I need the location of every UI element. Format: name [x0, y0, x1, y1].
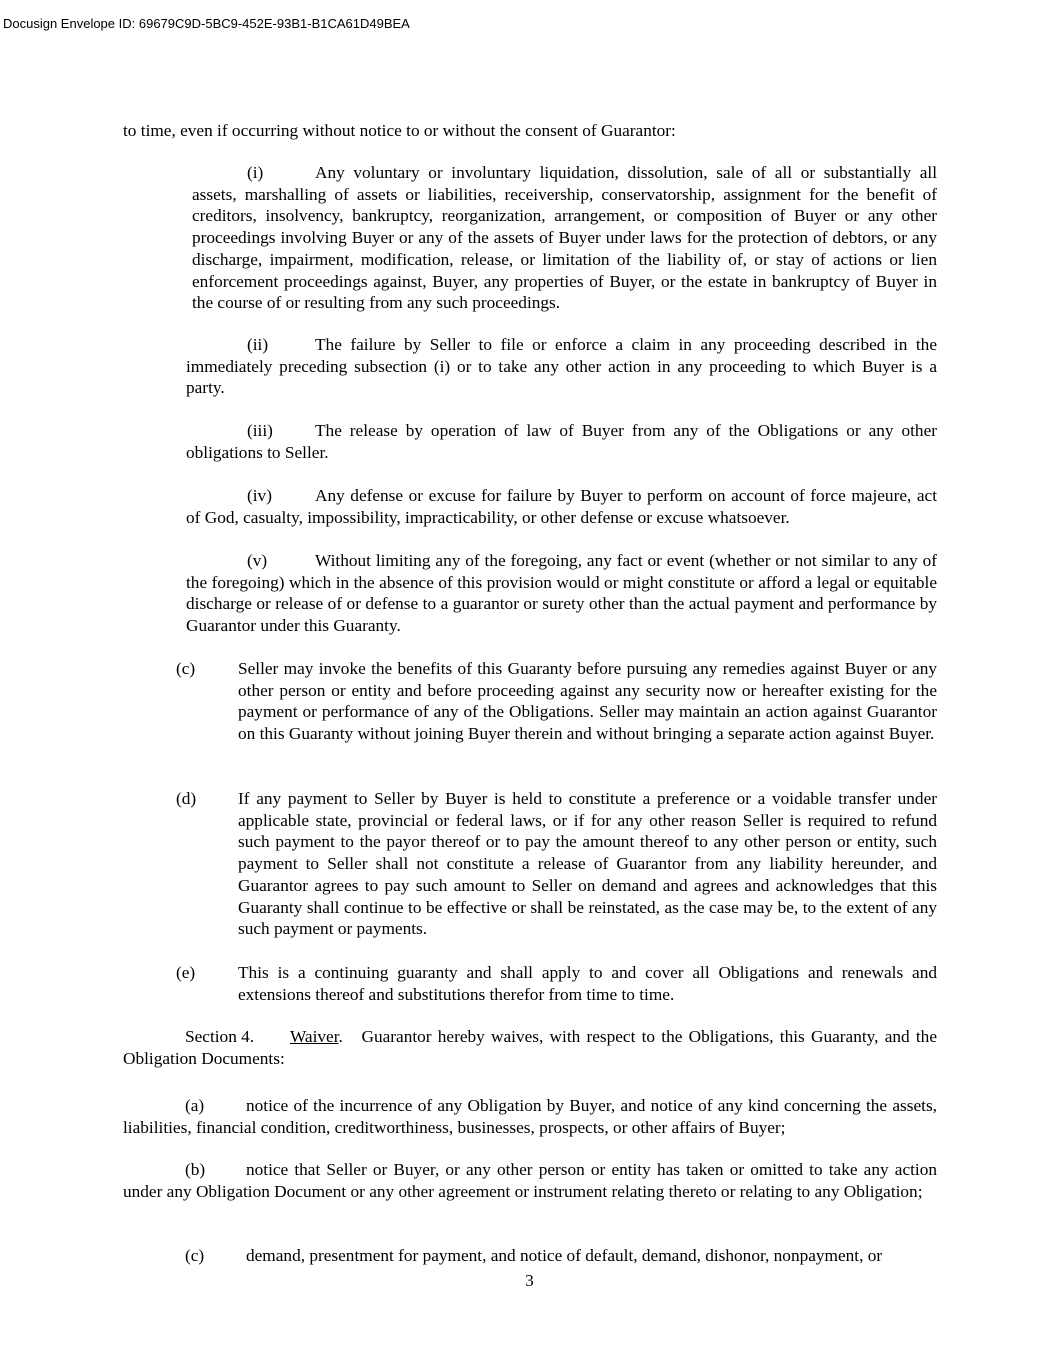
sub-item-text: The release by operation of law of Buyer from any of the Obligations or any other obligations to Seller. [186, 421, 937, 462]
docusign-envelope-id: Docusign Envelope ID: 69679C9D-5BC9-452E-93B1-B1CA61D49BEA [3, 16, 410, 31]
sub-item-text: Without limiting any of the foregoing, any fact or event (whether or not similar to any of the foregoing) which in the absence of this provision would or might constitute or afford a legal or equitable discharge or release of or defense to a guarantor or surety other than the actual payment and performance by Guarantor under this Guaranty. [186, 551, 937, 636]
page-number: 3 [525, 1271, 534, 1290]
waiver-item-b [123, 1159, 937, 1202]
item-d-text: If any payment to Seller by Buyer is held to constitute a preference or a voidable transfer under applicable state, provincial or federal laws, or if for any other reason Seller is required to refund such payment to the payor thereof or to pay the amount thereof to any other person or entity, such payment to Seller shall not constitute a release of Guarantor from any liability hereunder, and Guarantor agrees to pay such amount to Seller on demand and agrees and acknowledges that this Guaranty shall continue to be effective or shall be reinstated, as the case may be, to the extent of any such payment or payments. [238, 789, 937, 939]
item-label-e: (e) [176, 963, 196, 982]
waiver-item-label: (c) [185, 1246, 205, 1265]
intro-line: to time, even if occurring without notice to or without the consent of Guarantor: [123, 121, 676, 140]
waiver-item-a [123, 1095, 937, 1138]
sub-item-label: (ii) [247, 335, 269, 354]
sub-item-iii [186, 420, 937, 463]
waiver-item-label: (b) [185, 1160, 206, 1179]
waiver-item-text: notice that Seller or Buyer, or any other person or entity has taken or omitted to take any action under any Obligation Document or any other agreement or instrument relating thereto or relating to any Obligation; [123, 1160, 937, 1201]
section-4-title: Waiver [290, 1027, 339, 1046]
sub-item-label: (v) [247, 551, 268, 570]
sub-item-label: (i) [247, 163, 264, 182]
item-label-d: (d) [176, 789, 197, 808]
section-4-text: Guarantor hereby waives, with respect to the Obligations, this Guaranty, and the Obligation Documents: [123, 1027, 937, 1068]
sub-item-v [186, 550, 937, 637]
item-e-text: This is a continuing guaranty and shall apply to and cover all Obligations and renewals and extensions thereof and substitutions therefor from time to time. [238, 963, 937, 1004]
sub-item-label: (iii) [247, 421, 273, 440]
item-c-text: Seller may invoke the benefits of this Guaranty before pursuing any remedies against Buyer or any other person or entity and before proceeding against any security now or hereafter existing for the payment or performance of any of the Obligations. Seller may maintain an action against Guarantor on this Guaranty without joining Buyer therein and without bringing a separate action against Buyer. [238, 659, 937, 744]
sub-item-text: Any defense or excuse for failure by Buyer to perform on account of force majeure, act of God, casualty, impossibility, impracticability, or other defense or excuse whatsoever. [186, 486, 937, 527]
section-4-number: Section 4. [185, 1027, 255, 1046]
sub-item-text: Any voluntary or involuntary liquidation, dissolution, sale of all or substantially all assets, marshalling of assets or liabilities, receivership, conservatorship, assignment for the benefit of creditors, insolvency, bankruptcy, reorganization, arrangement, or composition of Buyer or any other proceedings involving Buyer or any of the assets of Buyer under laws for the protection of debtors, or any discharge, impairment, modification, release, or limitation of the liability of, or stay of actions or lien enforcement proceedings against, Buyer, any properties of Buyer, or the estate in bankruptcy of Buyer in the course of or resulting from any such proceedings. [192, 163, 937, 313]
section-4-title-punct: . [338, 1027, 343, 1046]
waiver-item-text: demand, presentment for payment, and notice of default, demand, dishonor, nonpayment, or [246, 1246, 883, 1265]
sub-item-ii [186, 334, 937, 399]
waiver-item-label: (a) [185, 1096, 205, 1115]
sub-item-i [192, 162, 937, 314]
waiver-item-c [123, 1245, 937, 1267]
sub-item-text: The failure by Seller to file or enforce a claim in any proceeding described in the immediately preceding subsection (i) or to take any other action in any proceeding to which Buyer is a party. [186, 335, 937, 398]
sub-item-label: (iv) [247, 486, 272, 505]
item-label-c: (c) [176, 659, 196, 678]
waiver-item-text: notice of the incurrence of any Obligation by Buyer, and notice of any kind concerning the assets, liabilities, financial condition, creditworthiness, businesses, prospects, or other affairs of Buyer; [123, 1096, 937, 1137]
sub-item-iv [186, 485, 937, 528]
section-4-paragraph [123, 1026, 937, 1069]
